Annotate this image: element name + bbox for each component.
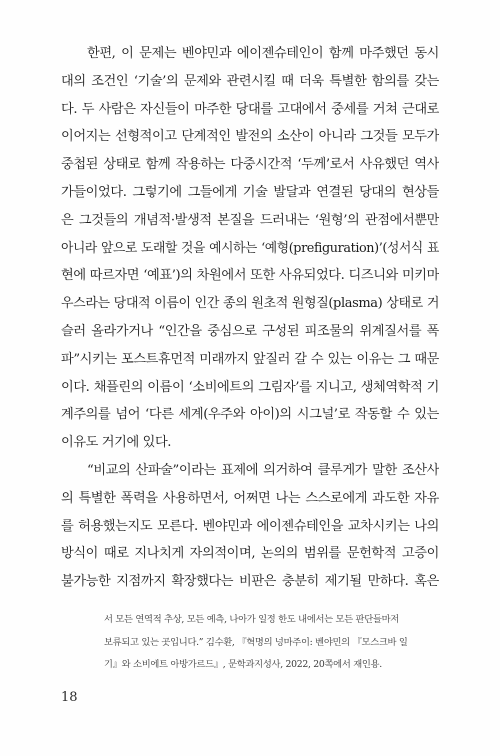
body-line: 이다. 채플린의 이름이 ‘소비에트의 그림자’를 지니고, 생체역학적 기 (61, 379, 439, 395)
body-line: 방식이 때로 지나치게 자의적이며, 논의의 범위를 문헌학적 고증이 (61, 546, 439, 562)
footnote-line: 기』와 소비에트 아방가르드』, 문학과지성사, 2022, 20쪽에서 재인용. (104, 659, 382, 670)
footnote-line: 서 모든 연역적 추상, 모든 예측, 나아가 일정 한도 내에서는 모든 판단들마저 (104, 614, 399, 625)
body-line: 의 특별한 폭력을 사용하면서, 어쩌면 나는 스스로에게 과도한 자유 (61, 490, 439, 506)
body-line: 이어지는 선형적이고 단계적인 발전의 소산이 아니라 그것들 모두가 (61, 129, 439, 145)
body-line: 대의 조건인 ‘기술’의 문제와 관련시킬 때 더욱 특별한 함의를 갖는 (61, 73, 439, 89)
body-line: 한편, 이 문제는 벤야민과 에이젠슈테인이 함께 마주했던 동시 (87, 46, 439, 61)
body-line: 이유도 거기에 있다. (61, 435, 172, 451)
footnote-line: 보류되고 있는 곳입니다.” 김수환, 『혁명의 넝마주이: 벤야민의 『모스크바 일 (104, 636, 408, 648)
body-line: 가들이었다. 그렇기에 그들에게 기술 발달과 연결된 당대의 현상들 (61, 184, 439, 200)
body-line: 계주의를 넘어 ‘다른 세계(우주와 아이)의 시그널’로 작동할 수 있는 (61, 407, 439, 423)
page-number: 18 (61, 690, 78, 705)
body-line: 아니라 앞으로 도래할 것을 예시하는 ‘예형(prefiguration)’(성서식 표 (61, 240, 439, 256)
body-line: 은 그것들의 개념적·발생적 본질을 드러내는 ‘원형’의 관점에서뿐만 (61, 212, 439, 228)
body-line: “비교의 산파술”이라는 표제에 의거하여 클루게가 말한 조산사 (87, 462, 439, 478)
body-line: 다. 두 사람은 자신들이 마주한 당대를 고대에서 중세를 거쳐 근대로 (61, 101, 439, 117)
body-text (61, 40, 439, 596)
body-line: 우스라는 당대적 이름이 인간 종의 원초적 원형질(plasma) 상태로 거 (61, 296, 439, 312)
body-line: 파”시키는 포스트휴먼적 미래까지 앞질러 갈 수 있는 이유는 그 때문 (61, 351, 439, 367)
body-line: 를 허용했는지도 모른다. 벤야민과 에이젠슈테인을 교차시키는 나의 (61, 518, 439, 534)
body-line: 불가능한 지점까지 확장했다는 비판은 충분히 제기될 만하다. 혹은 (61, 574, 439, 590)
body-line: 슬러 올라가거나 “인간을 중심으로 구성된 피조물의 위계질서를 폭 (61, 323, 439, 339)
body-line: 현에 따르자면 ‘예표’)의 차원에서 또한 사유되었다. 디즈니와 미키마 (61, 268, 439, 284)
footnote (104, 609, 439, 677)
body-line: 중첩된 상태로 함께 작용하는 다중시간적 ‘두께’로서 사유했던 역사 (61, 157, 439, 173)
